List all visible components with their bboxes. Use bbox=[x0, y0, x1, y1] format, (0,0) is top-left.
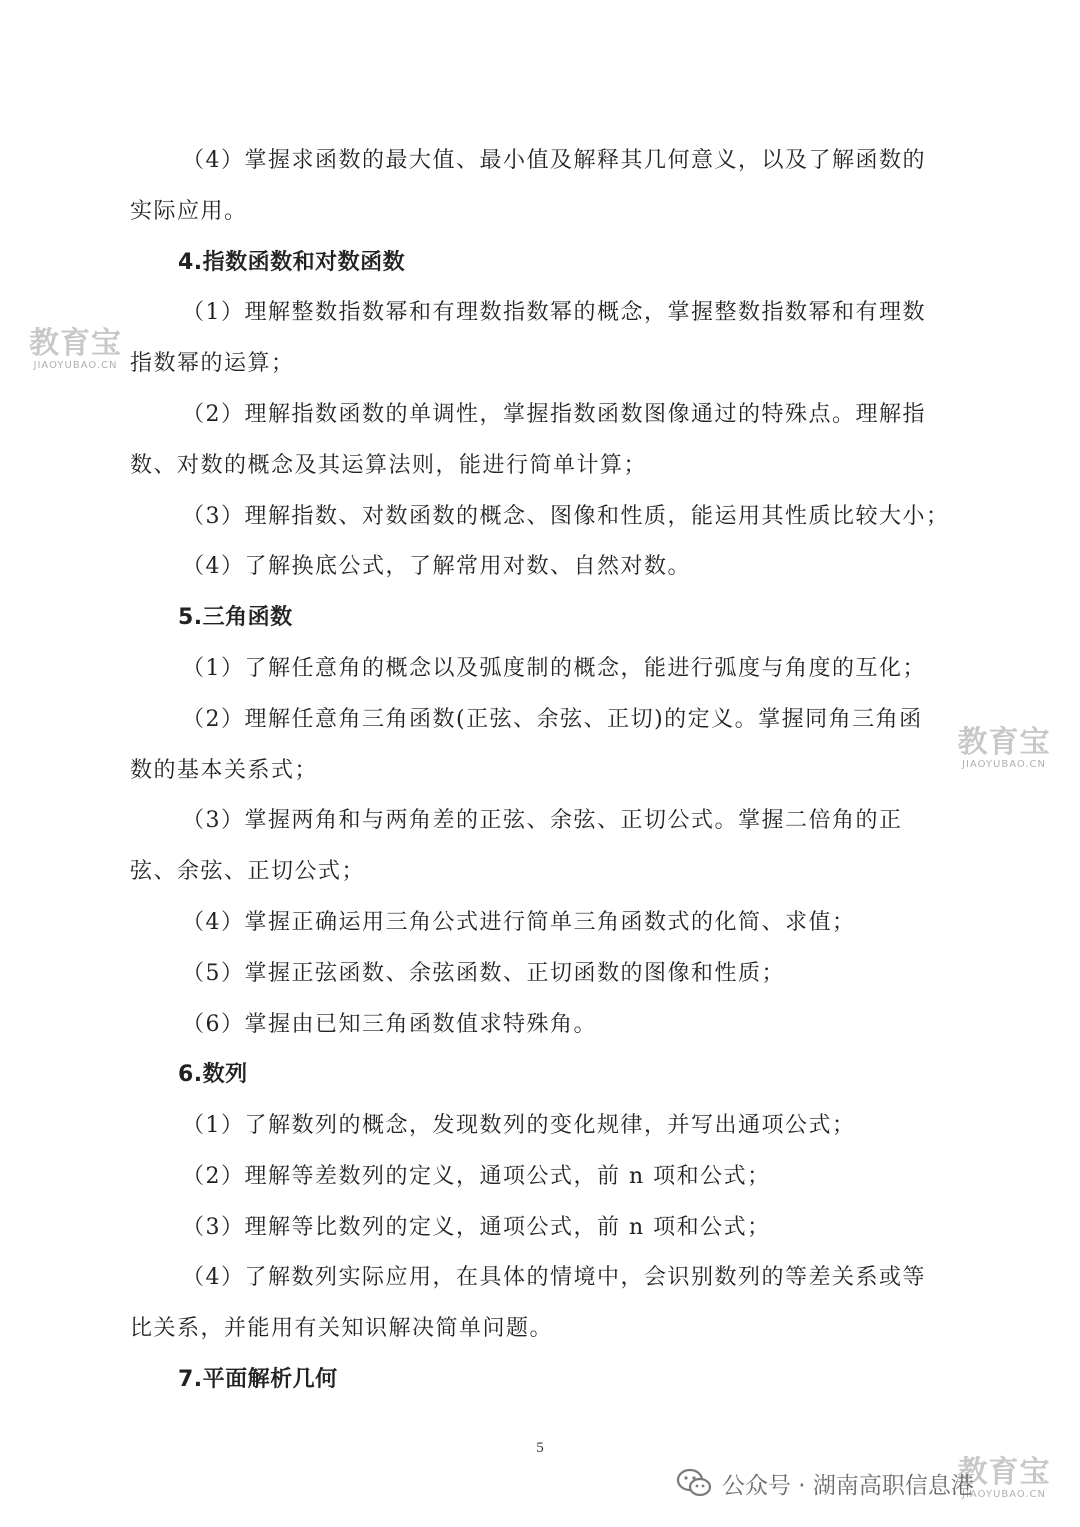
watermark-brand: 教育宝 bbox=[29, 326, 122, 361]
text-line: （1）理解整数指数幂和有理数指数幂的概念，掌握整数指数幂和有理数 bbox=[182, 300, 926, 325]
text-line: （1）了解数列的概念，发现数列的变化规律，并写出通项公式； bbox=[182, 1113, 856, 1138]
text-line: 弦、余弦、正切公式； bbox=[130, 859, 366, 884]
watermark-brand: 教育宝 bbox=[957, 1455, 1051, 1490]
text-line: （4）了解换底公式，了解常用对数、自然对数。 bbox=[182, 554, 691, 579]
footer-label: 公众号 · 湖南高职信息港 bbox=[722, 1472, 974, 1499]
text-line: 比关系，并能用有关知识解决简单问题。 bbox=[130, 1316, 554, 1341]
text-line: （5）掌握正弦函数、余弦函数、正切函数的图像和性质； bbox=[182, 961, 785, 986]
section-heading: 6.数列 bbox=[178, 1062, 248, 1087]
section-heading: 7.平面解析几何 bbox=[178, 1367, 338, 1392]
watermark-brand: 教育宝 bbox=[957, 725, 1051, 760]
text-line: （3）理解等比数列的定义，通项公式，前 n 项和公式； bbox=[182, 1215, 771, 1240]
page-number: 5 bbox=[536, 1440, 544, 1456]
section-heading: 5.三角函数 bbox=[178, 605, 293, 630]
text-line: （4）了解数列实际应用，在具体的情境中，会识别数列的等差关系或等 bbox=[182, 1265, 926, 1290]
text-line: （3）理解指数、对数函数的概念、图像和性质，能运用其性质比较大小； bbox=[182, 504, 950, 529]
text-line: 数的基本关系式； bbox=[130, 758, 319, 783]
text-line: （6）掌握由已知三角函数值求特殊角。 bbox=[182, 1012, 597, 1037]
text-line: 实际应用。 bbox=[130, 199, 248, 224]
text-line: （2）理解指数函数的单调性，掌握指数函数图像通过的特殊点。理解指 bbox=[182, 402, 926, 427]
footer-account[interactable] bbox=[676, 1463, 974, 1503]
watermark-domain: JIAOYUBAO.CN bbox=[962, 759, 1046, 770]
text-line: （3）掌握两角和与两角差的正弦、余弦、正切公式。掌握二倍角的正 bbox=[182, 808, 903, 833]
text-line: （4）掌握正确运用三角公式进行简单三角函数式的化简、求值； bbox=[182, 910, 856, 935]
wechat-icon bbox=[676, 1468, 712, 1498]
text-line: 数、对数的概念及其运算法则，能进行简单计算； bbox=[130, 453, 648, 478]
watermark-domain: JIAOYUBAO.CN bbox=[962, 1489, 1046, 1500]
text-line: （2）理解任意角三角函数(正弦、余弦、正切)的定义。掌握同角三角函 bbox=[182, 707, 923, 732]
watermark-domain: JIAOYUBAO.CN bbox=[33, 360, 118, 371]
text-line: 指数幂的运算； bbox=[130, 351, 295, 376]
text-line: （4）掌握求函数的最大值、最小值及解释其几何意义，以及了解函数的 bbox=[182, 148, 926, 173]
watermark bbox=[945, 727, 1063, 771]
text-line: （2）理解等差数列的定义，通项公式，前 n 项和公式； bbox=[182, 1164, 771, 1189]
section-heading: 4.指数函数和对数函数 bbox=[178, 250, 406, 275]
watermark bbox=[18, 328, 133, 372]
text-line: （1）了解任意角的概念以及弧度制的概念，能进行弧度与角度的互化； bbox=[182, 656, 926, 681]
